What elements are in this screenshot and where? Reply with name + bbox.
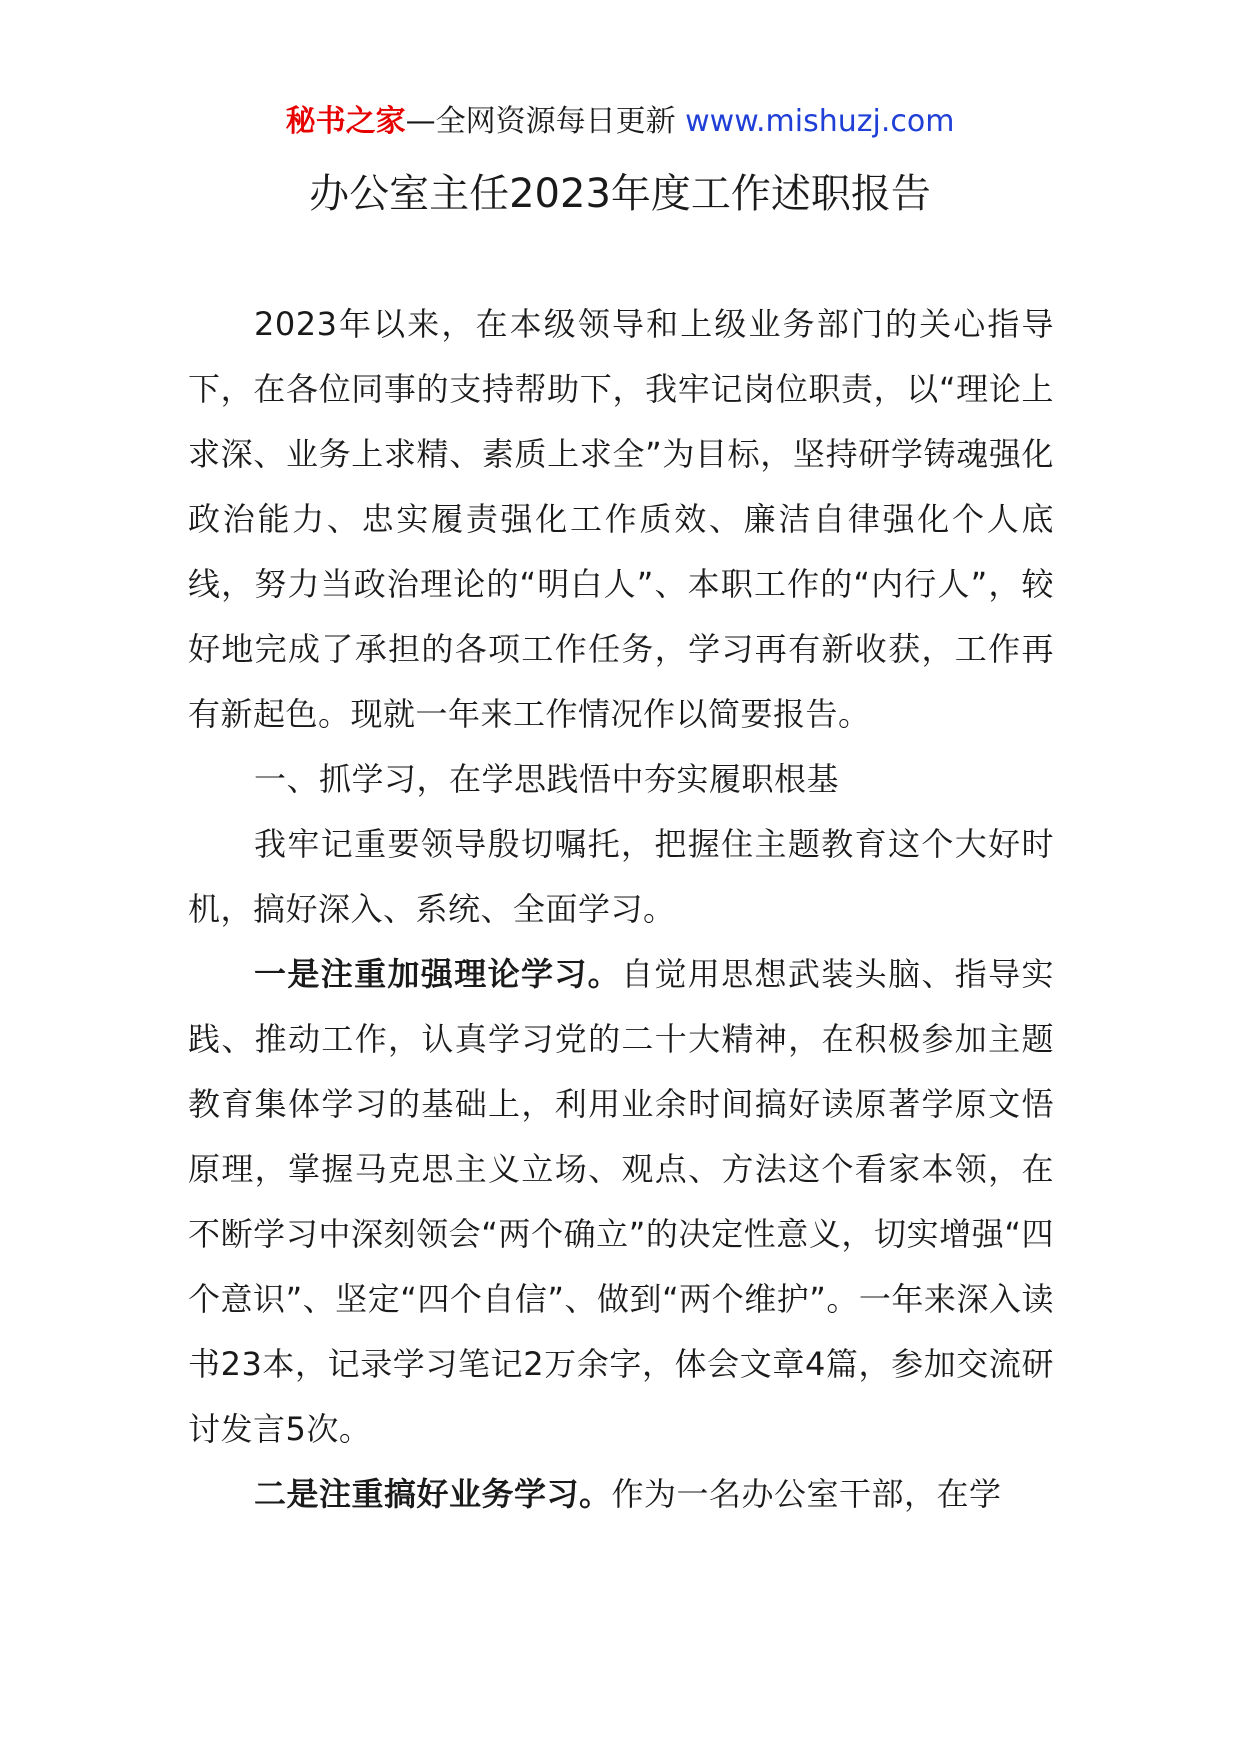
paragraph-intro: 2023年以来，在本级领导和上级业务部门的关心指导下，在各位同事的支持帮助下，我牢记岗位职责，以“理论上求深、业务上求精、素质上求全”为目标，坚持研学铸魂强化政治能力、忠实履责强化工作质效、廉洁自律强化个人底线，努力当政治理论的“明白人”、本职工作的“内行人”，较好地完成了承担的各项工作任务，学习再有新收获，工作再有新起色。现就一年来工作情况作以简要报告。 bbox=[188, 305, 1054, 733]
site-slogan: —全网资源每日更新 bbox=[405, 104, 676, 139]
document-title: 办公室主任2023年度工作述职报告 bbox=[309, 171, 931, 217]
paragraph-lead: 二是注重搞好业务学习。 bbox=[254, 1475, 612, 1513]
document-body bbox=[188, 292, 1054, 1527]
paragraph-section-1-intro: 我牢记重要领导殷切嘱托，把握住主题教育这个大好时机，搞好深入、系统、全面学习。 bbox=[188, 825, 1054, 928]
paragraph-business-study: 二是注重搞好业务学习。作为一名办公室干部，在学 bbox=[254, 1475, 1002, 1513]
site-brand: 秘书之家 bbox=[285, 104, 406, 139]
site-url-link[interactable]: www.mishuzj.com bbox=[685, 104, 955, 139]
section-heading-1: 一、抓学习，在学思践悟中夯实履职根基 bbox=[254, 760, 840, 798]
paragraph-lead: 一是注重加强理论学习。 bbox=[254, 955, 622, 993]
paragraph-theory-study: 一是注重加强理论学习。自觉用思想武装头脑、指导实践、推动工作，认真学习党的二十大精神，在积极参加主题教育集体学习的基础上，利用业余时间搞好读原著学原文悟原理，掌握马克思主义立场、观点、方法这个看家本领，在不断学习中深刻领会“两个确立”的决定性意义，切实增强“四个意识”、坚定“四个自信”、做到“两个维护”。一年来深入读书23本，记录学习笔记2万余字，体会文章4篇，参加交流研讨发言5次。 bbox=[188, 955, 1054, 1448]
site-header bbox=[0, 100, 1240, 144]
